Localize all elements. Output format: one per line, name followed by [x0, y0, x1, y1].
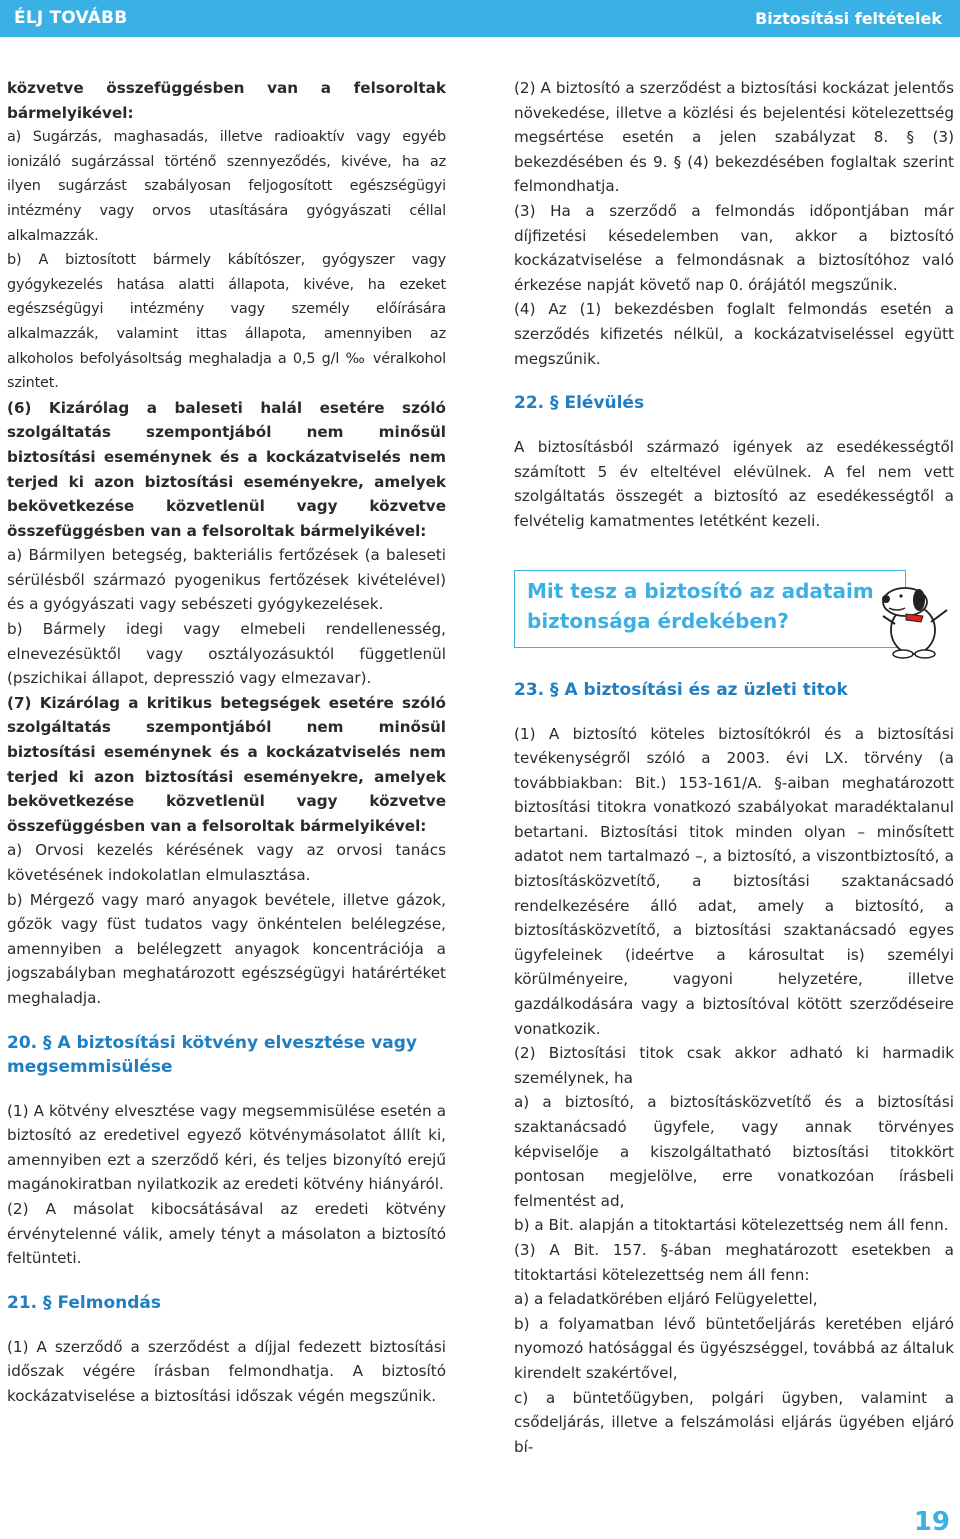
- paragraph-6-lead: (6) Kizárólag a baleseti halál esetére szóló szolgáltatás szempontjából nem minősül biztosítási eseménynek és a kockázatviselés nem terjed ki azon biztosítási eseményekre, amelyek bekövetkezése közvetlenül vagy közvetve összefüggésben van a felsoroltak bármelyikével:: [7, 398, 446, 540]
- paragraph-7b: b) Mérgező vagy maró anyagok bevétele, illetve gázok, gőzök vagy füst tudatos vagy önkéntelen belélegzése, amennyiben a belélegzett anyagok koncentrációja a jogszabályban meghatározott egészségügyi határértéket meghaladja.: [7, 890, 446, 1007]
- section-21-paragraph-1: (1) A szerződő a szerződést a díjjal fedezett biztosítási időszak végére írásban felmondhatja. A biztosító kockázatviselése a biztosítási időszak végén megszűnik.: [7, 1337, 446, 1405]
- section-20-paragraph-2: (2) A másolat kibocsátásával az eredeti kötvény érvénytelenné válik, amely tényt a másolaton a biztosító feltünteti.: [7, 1199, 446, 1268]
- section-22-heading: 22. § Elévülés: [514, 393, 645, 414]
- header-document-title: Biztosítási feltételek: [755, 9, 942, 28]
- section-21-paragraph-2: (2) A biztosító a szerződést a biztosítási kockázat jelentős növekedése, illetve a közlési és bejelentési kötelezettség megsértése esetén a jelen szabályzat 8. § (3) bekezdésében és 9. § (4) bekezdésében foglaltak szerint felmondhatja.: [514, 79, 954, 196]
- callout-title: Mit tesz a biztosító az adataim biztonsága érdekében?: [527, 578, 874, 633]
- paragraph-7-lead: (7) Kizárólag a kritikus betegségek esetére szóló szolgáltatás szempontjából nem minősül biztosítási eseménynek és a kockázatviselés nem terjed ki azon biztosítási eseményekre, amelyek bekövetkezése közvetlenül vagy közvetve összefüggésben van a felsoroltak bármelyikével:: [7, 693, 446, 835]
- section-23-heading: 23. § A biztosítási és az üzleti titok: [514, 679, 848, 700]
- section-23-paragraph-1: (1) A biztosító köteles biztosítókról és a biztosítási tevékenységről szóló a 2003. évi LX. törvény (a továbbiakban: Bit.) 153-161/A. §-aiban meghatározott biztosítási titokra vonatkozó szabályokat maradéktalanul betartani. Biztosítási titok minden olyan – minősített adatot nem tartalmazó –, a biztosító, a viszontbiztosító, a biztosításközvetítő, a biztosítási szaktanácsadó rendelkezésére álló adat, amely a biztosító, a biztosításközvetítő, a biztosítási szaktanácsadó egyes ügyfeleinek (ideértve a károsultat is) személyi körülményeire, vagyoni helyzetére, illetve gazdálkodására vagy a biztosítóval kötött szerződéseire vonatkozik.: [514, 724, 954, 1038]
- snoopy-illustration-icon: [873, 572, 959, 660]
- paragraph-5-lead: közvetve összefüggésben van a felsoroltak bármelyikével:: [7, 79, 446, 122]
- section-21-heading: 21. § Felmondás: [7, 1292, 161, 1313]
- section-23-paragraph-3b: b) a folyamatban lévő büntetőeljárás keretében eljáró nyomozó hatósággal és ügyészséggel, továbbá az általuk kirendelt szakértővel,: [514, 1314, 954, 1382]
- section-23-paragraph-2: (2) Biztosítási titok csak akkor adható ki harmadik személynek, ha: [514, 1044, 954, 1087]
- page-header: [0, 0, 960, 37]
- callout-box: [514, 570, 906, 648]
- header-section-title: ÉLJ TOVÁBB: [14, 8, 128, 28]
- section-21-paragraph-4: (4) Az (1) bekezdésben foglalt felmondás esetén a szerződés kifizetés nélkül, a kockázatviseléssel együtt megszűnik.: [514, 300, 954, 368]
- section-20-paragraph-1: (1) A kötvény elvesztése vagy megsemmisülése esetén a biztosító az eredetivel egyező kötvénymásolatot állít ki, amennyiben ezt a szerződő kéri, és teljes bizonyító erejű magánokiratban nyilatkozik az eredeti kötvény hiányáról.: [7, 1101, 446, 1194]
- page-number: 19: [913, 1507, 950, 1537]
- paragraph-5b: b) A biztosított bármely kábítószer, gyógyszer vagy gyógykezelés hatása alatti állapota, kivéve, ha ezeket egészségügyi intézmény vagy személy előírására alkalmazzák, valamint ittas állapota, amennyiben az alkoholos befolyásoltság meghaladja a 0,5 g/l ‰ véralkohol szintet.: [7, 252, 446, 392]
- section-23-paragraph-3: (3) A Bit. 157. §-ában meghatározott esetekben a titoktartási kötelezettség nem áll fenn:: [514, 1240, 954, 1284]
- left-column: [7, 76, 446, 1409]
- section-23-paragraph-3a: a) a feladatkörében eljáró Felügyelettel,: [514, 1290, 818, 1309]
- section-23-paragraph-3c: c) a büntetőügyben, polgári ügyben, valamint a csődeljárás, illetve a felszámolási eljárás ügyében eljáró bí-: [514, 1388, 954, 1456]
- paragraph-7a: a) Orvosi kezelés kérésének vagy az orvosi tanács követésének indokolatlan elmulasztása.: [7, 841, 446, 884]
- section-23-paragraph-2b: b) a Bit. alapján a titoktartási kötelezettség nem áll fenn.: [514, 1216, 949, 1235]
- paragraph-6a: a) Bármilyen betegség, bakteriális fertőzések (a baleseti sérülésből származó pyogenikus fertőzések kivételével) és a gyógyászati vagy sebészeti gyógykezelések.: [7, 546, 446, 614]
- section-22-paragraph-1: A biztosításból származó igények az esedékességtől számított 5 év elteltével elévülnek. A fel nem vett szolgáltatás összegét a biztosító az esedékességtől a felvételig kamatmentes letétként kezeli.: [514, 438, 954, 530]
- paragraph-5a: a) Sugárzás, maghasadás, illetve radioaktív vagy egyéb ionizáló sugárzással történő szennyeződés, kivéve, ha az ilyen sugárzást szabályosan feljogosított egészségügyi intézmény vagy orvos utasítására gyógyászati céllal alkalmazzák.: [7, 129, 446, 244]
- right-column: [514, 76, 954, 1459]
- section-21-paragraph-3: (3) Ha a szerződő a felmondás időpontjában már díjfizetési késedelemben van, akkor a biztosító kockázatviselése a felmondásnak a biztosítóhoz való érkezése napját követő nap 0. órájától megszűnik.: [514, 201, 954, 294]
- section-20-heading: 20. § A biztosítási kötvény elvesztése vagy megsemmisülése: [7, 1032, 418, 1077]
- paragraph-6b: b) Bármely idegi vagy elmebeli rendellenesség, elnevezésüktől vagy osztályozásuktól függetlenül (pszichikai állapot, depresszió vagy elmezavar).: [7, 620, 446, 688]
- section-23-paragraph-2a: a) a biztosító, a biztosításközvetítő és a biztosítási szaktanácsadó ügyfele, vagy annak törvényes képviselője a kiszolgáltatható biztosítási titokkört pontosan megjelölve, erre vonatkozóan írásbeli felmentést ad,: [514, 1093, 954, 1210]
